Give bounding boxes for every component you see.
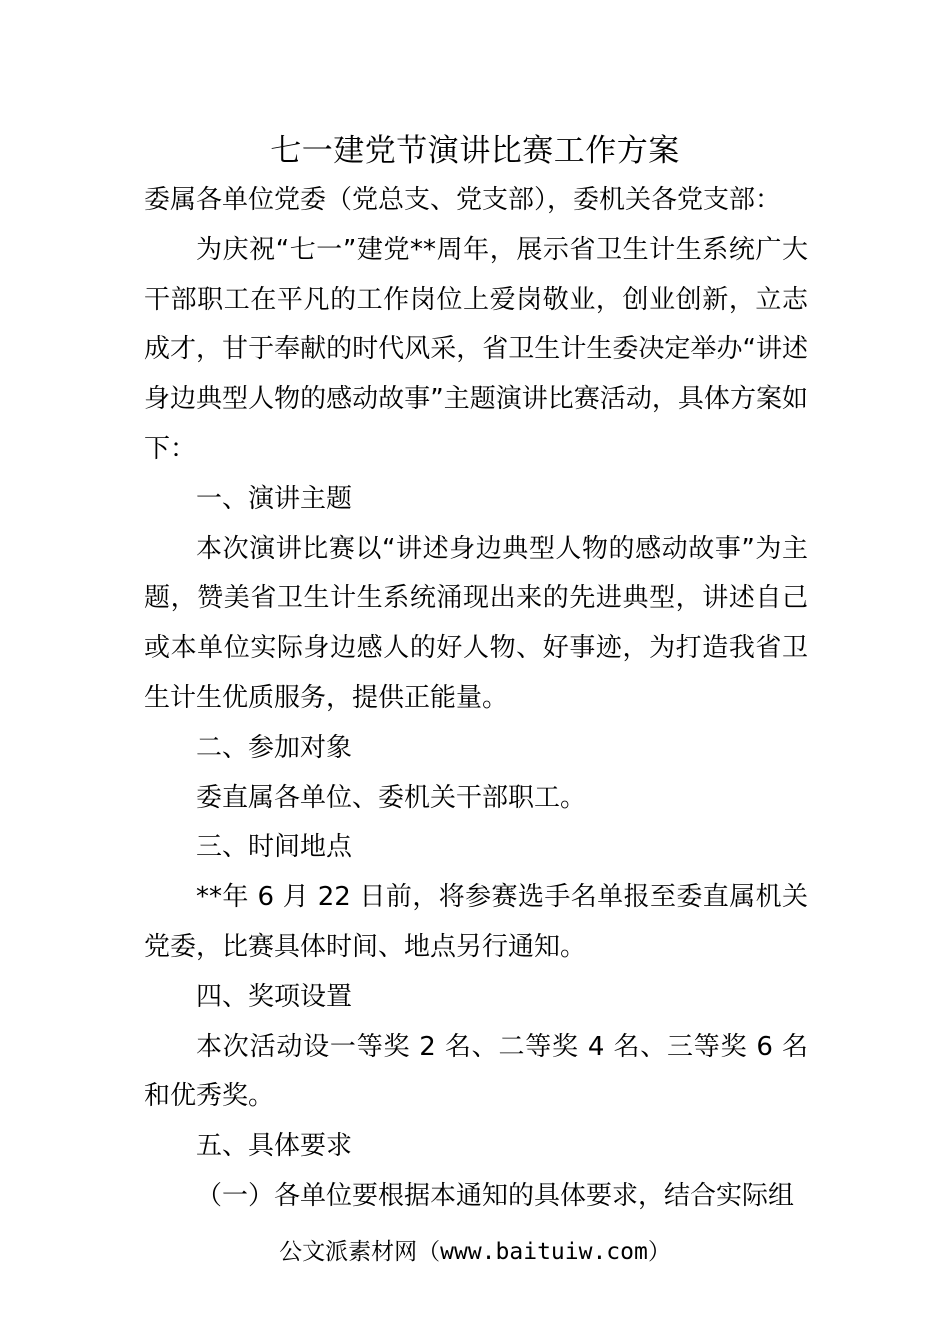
- section-heading-awards: 四、奖项设置: [196, 981, 353, 1012]
- section-heading-requirements: 五、具体要求: [196, 1131, 353, 1162]
- salutation: 委属各单位党委（党总支、党支部），委机关各党支部：: [144, 185, 782, 215]
- section-body-time-place: **年 6 月 22 日前，将参赛选手名单报至委直属机关党委，比赛具体时间、地点另行通知。: [144, 882, 808, 962]
- section-body-awards: 本次活动设一等奖 2 名、二等奖 4 名、三等奖 6 名和优秀奖。: [144, 1031, 808, 1112]
- document-body: [144, 176, 808, 1222]
- section-heading-participants: 二、参加对象: [196, 732, 353, 763]
- document-title: 七一建党节演讲比赛工作方案: [270, 133, 680, 169]
- section-heading-theme: 一、演讲主题: [196, 483, 353, 514]
- section-body-theme: 本次演讲比赛以“讲述身边典型人物的感动故事”为主题，赞美省卫生计生系统涌现出来的先进典型，讲述自己或本单位实际身边感人的好人物、好事迹，为打造我省卫生计生优质服务，提供正能量。: [144, 533, 808, 713]
- section-body-participants: 委直属各单位、委机关干部职工。: [196, 782, 587, 813]
- footer-watermark: 公文派素材网（www.baituiw.com）: [279, 1239, 671, 1265]
- section-heading-time-place: 三、时间地点: [196, 832, 353, 863]
- intro-paragraph: 为庆祝“七一”建党**周年，展示省卫生计生系统广大干部职工在平凡的工作岗位上爱岗敬业，创业创新，立志成才，甘于奉献的时代风采，省卫生计生委决定举办“讲述身边典型人物的感动故事”主题演讲比赛活动，具体方案如下：: [144, 234, 808, 464]
- section-body-requirements: （一）各单位要根据本通知的具体要求，结合实际组: [196, 1180, 795, 1211]
